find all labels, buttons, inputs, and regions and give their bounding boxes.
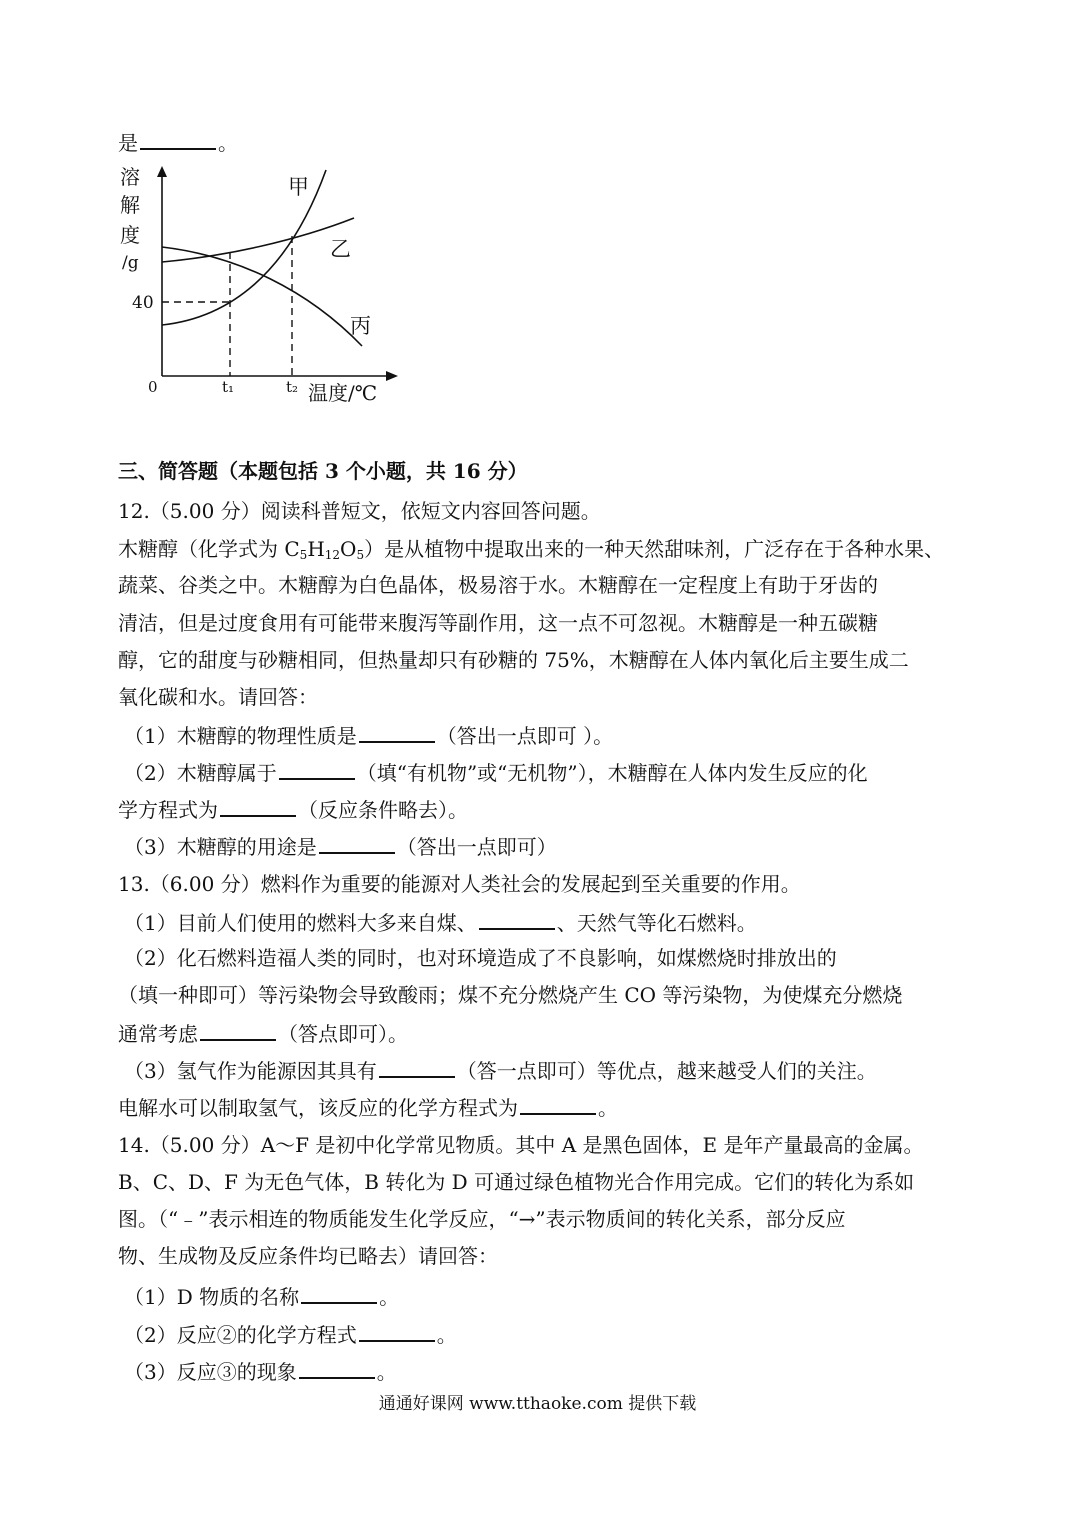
answer-blank[interactable] xyxy=(200,1019,276,1041)
q12-paragraph-line: 清洁，但是过度食用有可能带来腹泻等副作用，这一点不可忽视。木糖醇是一种五碳糖 xyxy=(118,611,878,635)
curve-label-jia: 甲 xyxy=(288,175,309,199)
curve-label-yi: 乙 xyxy=(330,237,351,261)
y-label-char: 溶 xyxy=(120,165,140,189)
y-label-char: 解 xyxy=(120,193,140,217)
y-tick-label: 40 xyxy=(132,293,154,313)
q14-paragraph-line: 物、生成物及反应条件均已略去）请回答： xyxy=(118,1244,498,1268)
x-axis-arrow xyxy=(386,371,398,381)
q14-sub2: （2）反应②的化学方程式 。 xyxy=(124,1320,966,1348)
answer-blank[interactable] xyxy=(299,1357,375,1379)
q13-sub3-cont: 电解水可以制取氢气，该反应的化学方程式为 。 xyxy=(118,1093,960,1121)
x-axis-label: 温度/℃ xyxy=(308,381,378,405)
answer-blank[interactable] xyxy=(220,795,296,817)
q13-sub3: （3）氢气作为能源因其具有 （答一点即可）等优点，越来越受人们的关注。 xyxy=(124,1056,966,1084)
q14-sub3: （3）反应③的现象 。 xyxy=(124,1357,966,1385)
q12-paragraph-line: 木糖醇（化学式为 $C_5H_{12}O_5$）是从植物中提取出来的一种天然甜味剂，广泛存在于各种水果、 xyxy=(118,537,945,562)
section-title: 三、简答题（本题包括 3 个小题，共 16 分） xyxy=(118,459,528,483)
answer-blank[interactable] xyxy=(359,1320,435,1342)
origin-label: 0 xyxy=(148,378,158,396)
answer-blank[interactable] xyxy=(479,908,555,930)
curve-yi xyxy=(162,218,354,262)
q12-stem: 12.（5.00 分）阅读科普短文，依短文内容回答问题。 xyxy=(118,499,601,523)
q13-sub2-cont: 通常考虑 （答点即可）。 xyxy=(118,1019,960,1047)
curve-label-bing: 丙 xyxy=(350,314,371,338)
answer-blank[interactable] xyxy=(379,1056,455,1078)
q13-stem: 13.（6.00 分）燃料作为重要的能源对人类社会的发展起到至关重要的作用。 xyxy=(118,872,801,896)
q12-paragraph-line: 蔬菜、谷类之中。木糖醇为白色晶体，极易溶于水。木糖醇在一定程度上有助于牙齿的 xyxy=(118,573,878,597)
top-answer-line: 是 。 xyxy=(118,128,960,156)
q13-sub1: （1）目前人们使用的燃料大多来自煤、 、天然气等化石燃料。 xyxy=(124,908,966,936)
curve-bing xyxy=(162,247,362,346)
q14-paragraph-line: 图。（“﹣”表示相连的物质能发生化学反应，“→”表示物质间的转化关系，部分反应 xyxy=(118,1207,846,1231)
q12-sub2: （2）木糖醇属于 （填“有机物”或“无机物”），木糖醇在人体内发生反应的化 xyxy=(124,758,966,786)
q12-paragraph-line: 醇，它的甜度与砂糖相同，但热量却只有砂糖的 75%，木糖醇在人体内氧化后主要生成二 xyxy=(118,648,909,672)
y-axis-arrow xyxy=(157,166,167,177)
q12-sub3: （3）木糖醇的用途是 （答出一点即可） xyxy=(124,832,966,860)
q13-sub2-cont: （填一种即可）等污染物会导致酸雨；煤不充分燃烧产生 CO 等污染物，为使煤充分燃烧 xyxy=(118,983,903,1007)
q13-sub2: （2）化石燃料造福人类的同时，也对环境造成了不良影响，如煤燃烧时排放出的 xyxy=(124,946,837,970)
q12-sub2-cont: 学方程式为 （反应条件略去）。 xyxy=(118,795,960,823)
x-tick-label: t₂ xyxy=(286,378,299,396)
answer-blank[interactable] xyxy=(140,128,216,150)
y-label-char: 度 xyxy=(120,223,140,247)
x-tick-label: t₁ xyxy=(222,378,235,396)
q12-paragraph-line: 氧化碳和水。请回答： xyxy=(118,685,318,709)
q14-stem: 14.（5.00 分）A～F 是初中化学常见物质。其中 A 是黑色固体，E 是年产量最高的金属。 xyxy=(118,1133,924,1157)
answer-blank[interactable] xyxy=(301,1282,377,1304)
answer-blank[interactable] xyxy=(520,1093,596,1115)
answer-blank[interactable] xyxy=(279,758,355,780)
answer-blank[interactable] xyxy=(319,832,395,854)
y-label-char: /g xyxy=(122,253,139,273)
q14-sub1: （1）D 物质的名称 。 xyxy=(124,1282,966,1310)
answer-blank[interactable] xyxy=(359,721,435,743)
footer-credit: 通通好课网 www.tthaoke.com 提供下载 xyxy=(378,1394,697,1414)
q12-sub1: （1）木糖醇的物理性质是 （答出一点即可 ）。 xyxy=(124,721,966,749)
solubility-graph xyxy=(118,160,408,410)
q14-paragraph-line: B、C、D、F 为无色气体，B 转化为 D 可通过绿色植物光合作用完成。它们的转化为系如 xyxy=(118,1170,915,1194)
